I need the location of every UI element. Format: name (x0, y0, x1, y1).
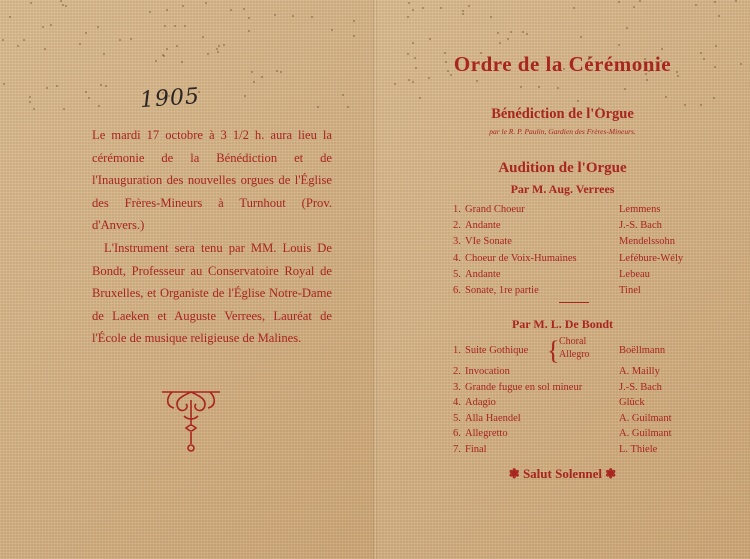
paper-speck (85, 32, 87, 34)
paper-speck (342, 94, 344, 96)
paper-speck (65, 5, 67, 7)
paper-speck (46, 87, 48, 89)
paper-speck (217, 51, 219, 53)
list-item (453, 428, 750, 443)
item-composer: A. Guilmant (619, 412, 672, 424)
paper-speck (44, 48, 46, 50)
paper-speck (499, 42, 501, 44)
program-title: Ordre de la Cérémonie (453, 52, 672, 76)
paper-speck (497, 32, 499, 34)
paper-speck (536, 62, 538, 64)
paper-speck (119, 39, 121, 41)
debondt-heading: Par M. L. De Bondt (511, 317, 614, 331)
paper-speck (563, 68, 565, 70)
paper-speck (207, 53, 209, 55)
paper-speck (700, 104, 702, 106)
paper-speck (149, 11, 151, 13)
paper-speck (646, 79, 648, 81)
paper-speck (408, 2, 410, 4)
paper-speck (639, 0, 641, 2)
paper-speck (538, 86, 540, 88)
paper-speck (216, 48, 218, 50)
paper-speck (63, 108, 65, 110)
paper-speck (2, 39, 4, 41)
item-number: 4. (453, 252, 461, 264)
paper-speck (292, 15, 294, 17)
paper-speck (164, 25, 166, 27)
paper-speck (445, 61, 447, 63)
fleuron-right-icon: ❃ (605, 466, 617, 481)
paper-speck (677, 75, 679, 77)
paper-speck (244, 95, 246, 97)
benediction-heading: Bénédiction de l'Orgue (491, 106, 634, 122)
item-number: 5. (453, 412, 461, 424)
paper-speck (168, 95, 170, 97)
paper-speck (718, 15, 720, 17)
paper-speck (676, 71, 678, 73)
paper-speck (557, 87, 559, 89)
paper-speck (407, 16, 409, 18)
list-item (453, 269, 750, 284)
section-divider (559, 302, 589, 303)
item-piece: Andante (465, 268, 501, 280)
paper-speck (33, 108, 35, 110)
item-composer: A. Mailly (619, 366, 660, 377)
paper-speck (489, 57, 491, 59)
item-composer: A. Guilmant (619, 428, 672, 440)
suite-movement-1: Choral (559, 336, 587, 347)
list-item (453, 345, 750, 360)
paper-speck (520, 86, 522, 88)
item-piece: Adagio (465, 397, 496, 409)
paper-speck (184, 25, 186, 27)
paper-speck (450, 74, 452, 76)
paper-speck (419, 97, 421, 99)
paper-speck (17, 45, 19, 47)
list-item (453, 444, 750, 459)
item-piece: Grand Choeur (465, 204, 525, 215)
paper-speck (462, 13, 464, 15)
paper-speck (626, 27, 628, 29)
invitation-text (92, 124, 332, 350)
paper-speck (9, 16, 11, 18)
paper-speck (103, 53, 105, 55)
item-composer: J.-S. Bach (619, 381, 662, 393)
closing-line (375, 466, 750, 482)
paper-speck (429, 38, 431, 40)
item-number: 3. (453, 236, 461, 248)
paper-speck (633, 6, 635, 8)
item-piece: VIe Sonate (465, 236, 512, 248)
paper-speck (166, 48, 168, 50)
paper-speck (30, 2, 32, 4)
list-item (453, 413, 750, 428)
paper-speck (490, 16, 492, 18)
list-item (453, 285, 750, 300)
item-piece: Alla Haendel (465, 412, 521, 424)
page-fold (373, 0, 377, 559)
paper-speck (311, 16, 313, 18)
paper-speck (644, 63, 646, 65)
item-number: 6. (453, 428, 461, 440)
paper-speck (648, 70, 650, 72)
fleuron-left-icon: ❃ (508, 466, 520, 481)
paper-speck (412, 81, 414, 83)
paper-speck (176, 45, 178, 47)
paper-speck (618, 1, 620, 3)
paper-speck (714, 66, 716, 68)
paper-speck (444, 52, 446, 54)
paper-speck (480, 52, 482, 54)
paper-speck (665, 96, 667, 98)
paper-speck (198, 91, 200, 93)
paper-speck (85, 91, 87, 93)
benediction-officiant: par le R. P. Paulin, Gardien des Frères-Mineurs. (489, 127, 636, 136)
paper-speck (353, 20, 355, 22)
paper-speck (29, 96, 31, 98)
intro-paragraph-1: Le mardi 17 octobre à 3 1/2 h. aura lieu la cérémonie de la Bénédiction et de l'Inauguration des nouvelles orgues de l'Église des Frères-Mineurs à Turnhout (Prov. d'Anvers.) (92, 128, 332, 233)
paper-speck (684, 104, 686, 106)
list-item (453, 382, 750, 397)
item-piece: Suite Gothique (465, 345, 529, 356)
paper-speck (29, 101, 31, 103)
item-composer: Boëllmann (619, 345, 666, 356)
paper-speck (526, 33, 528, 35)
paper-speck (394, 83, 396, 85)
paper-speck (100, 84, 102, 86)
paper-speck (660, 60, 662, 62)
item-number: 6. (453, 285, 461, 296)
paper-speck (79, 43, 81, 45)
paper-speck (462, 10, 464, 12)
paper-speck (700, 52, 702, 54)
list-item (453, 204, 750, 219)
item-number: 1. (453, 204, 461, 215)
paper-speck (415, 67, 417, 69)
paper-speck (243, 8, 245, 10)
paper-speck (3, 83, 5, 85)
audition-heading: Audition de l'Orgue (498, 160, 627, 176)
paper-speck (715, 45, 717, 47)
item-composer: L. Thiele (619, 444, 658, 455)
item-composer: Lefébure-Wély (619, 252, 684, 264)
paper-speck (276, 70, 278, 72)
paper-speck (202, 36, 204, 38)
item-piece: Andante (465, 220, 501, 232)
paper-speck (181, 61, 183, 63)
paper-speck (522, 31, 524, 33)
paper-speck (714, 1, 716, 3)
item-piece: Invocation (465, 366, 510, 377)
paper-speck (703, 58, 705, 60)
paper-speck (97, 26, 99, 28)
paper-speck (130, 38, 132, 40)
paper-speck (98, 105, 100, 107)
item-composer: Lebeau (619, 268, 650, 280)
paper-speck (468, 5, 470, 7)
item-number: 1. (453, 345, 461, 356)
item-piece: Allegretto (465, 428, 508, 440)
item-composer: J.-S. Bach (619, 220, 662, 232)
paper-speck (155, 60, 157, 62)
paper-speck (644, 58, 646, 60)
item-piece: Sonate, 1re partie (465, 285, 539, 296)
paper-speck (573, 7, 575, 9)
paper-speck (645, 73, 647, 75)
paper-speck (274, 14, 276, 16)
paper-speck (182, 5, 184, 7)
paper-speck (507, 38, 509, 40)
item-number: 4. (453, 397, 461, 409)
paper-speck (440, 7, 442, 9)
paper-speck (162, 92, 164, 94)
list-item (453, 366, 750, 381)
paper-speck (347, 106, 349, 108)
suite-movement-2: Allegro (559, 349, 590, 360)
paper-speck (422, 7, 424, 9)
paper-speck (661, 48, 663, 50)
verrees-heading: Par M. Aug. Verrees (510, 182, 615, 196)
paper-speck (23, 39, 25, 41)
paper-speck (428, 77, 430, 79)
paper-speck (50, 24, 52, 26)
paper-speck (218, 45, 220, 47)
paper-speck (223, 44, 225, 46)
item-composer: Lemmens (619, 204, 661, 215)
item-number: 3. (453, 381, 461, 393)
list-item (453, 220, 750, 235)
paper-speck (261, 76, 263, 78)
closing-text: Salut Solennel (522, 466, 603, 481)
paper-speck (162, 54, 164, 56)
item-piece: Final (465, 444, 487, 455)
paper-speck (88, 97, 90, 99)
paper-speck (735, 0, 737, 2)
paper-speck (624, 88, 626, 90)
brace-icon: { (547, 336, 560, 365)
scroll-ornament-icon (160, 386, 222, 456)
paper-speck (588, 56, 590, 58)
paper-speck (353, 35, 355, 37)
item-number: 2. (453, 220, 461, 232)
paper-speck (60, 0, 62, 2)
paper-speck (248, 17, 250, 19)
paper-speck (598, 107, 600, 109)
paper-speck (230, 9, 232, 11)
list-item (453, 253, 750, 268)
item-piece: Grande fugue en sol mineur (465, 381, 583, 393)
paper-speck (205, 2, 207, 4)
paper-speck (253, 81, 255, 83)
paper-speck (42, 26, 44, 28)
item-composer: Tinel (619, 285, 641, 296)
paper-speck (476, 80, 478, 82)
paper-speck (510, 31, 512, 33)
item-composer: Glück (619, 397, 645, 409)
paper-speck (62, 4, 64, 6)
list-item (453, 397, 750, 412)
item-number: 7. (453, 444, 461, 455)
paper-speck (412, 42, 414, 44)
paper-speck (447, 70, 449, 72)
paper-speck (56, 85, 58, 87)
paper-speck (105, 85, 107, 87)
item-piece: Choeur de Voix-Humaines (465, 252, 577, 264)
paper-speck (412, 9, 414, 11)
paper-speck (166, 9, 168, 11)
handwritten-year: 1905 (139, 83, 201, 114)
paper-speck (174, 25, 176, 27)
item-number: 5. (453, 268, 461, 280)
paper-speck (317, 106, 319, 108)
paper-speck (740, 63, 742, 65)
paper-speck (280, 71, 282, 73)
paper-speck (331, 29, 333, 31)
right-page (375, 0, 750, 559)
paper-speck (713, 97, 715, 99)
item-number: 2. (453, 366, 461, 377)
intro-paragraph-2: L'Instrument sera tenu par MM. Louis De Bondt, Professeur au Conservatoire Royal de Bruxelles, et Organiste de l'Église Notre-Dame de Laeken et Auguste Verrees, Lauréat de l'École de musique religieuse de Malines. (92, 240, 332, 346)
paper-speck (414, 57, 416, 59)
paper-speck (248, 30, 250, 32)
paper-speck (251, 71, 253, 73)
paper-speck (408, 79, 410, 81)
paper-speck (577, 100, 579, 102)
paper-speck (695, 4, 697, 6)
list-item (453, 236, 750, 251)
paper-speck (407, 53, 409, 55)
item-composer: Mendelssohn (619, 236, 675, 248)
paper-speck (618, 44, 620, 46)
paper-speck (580, 36, 582, 38)
